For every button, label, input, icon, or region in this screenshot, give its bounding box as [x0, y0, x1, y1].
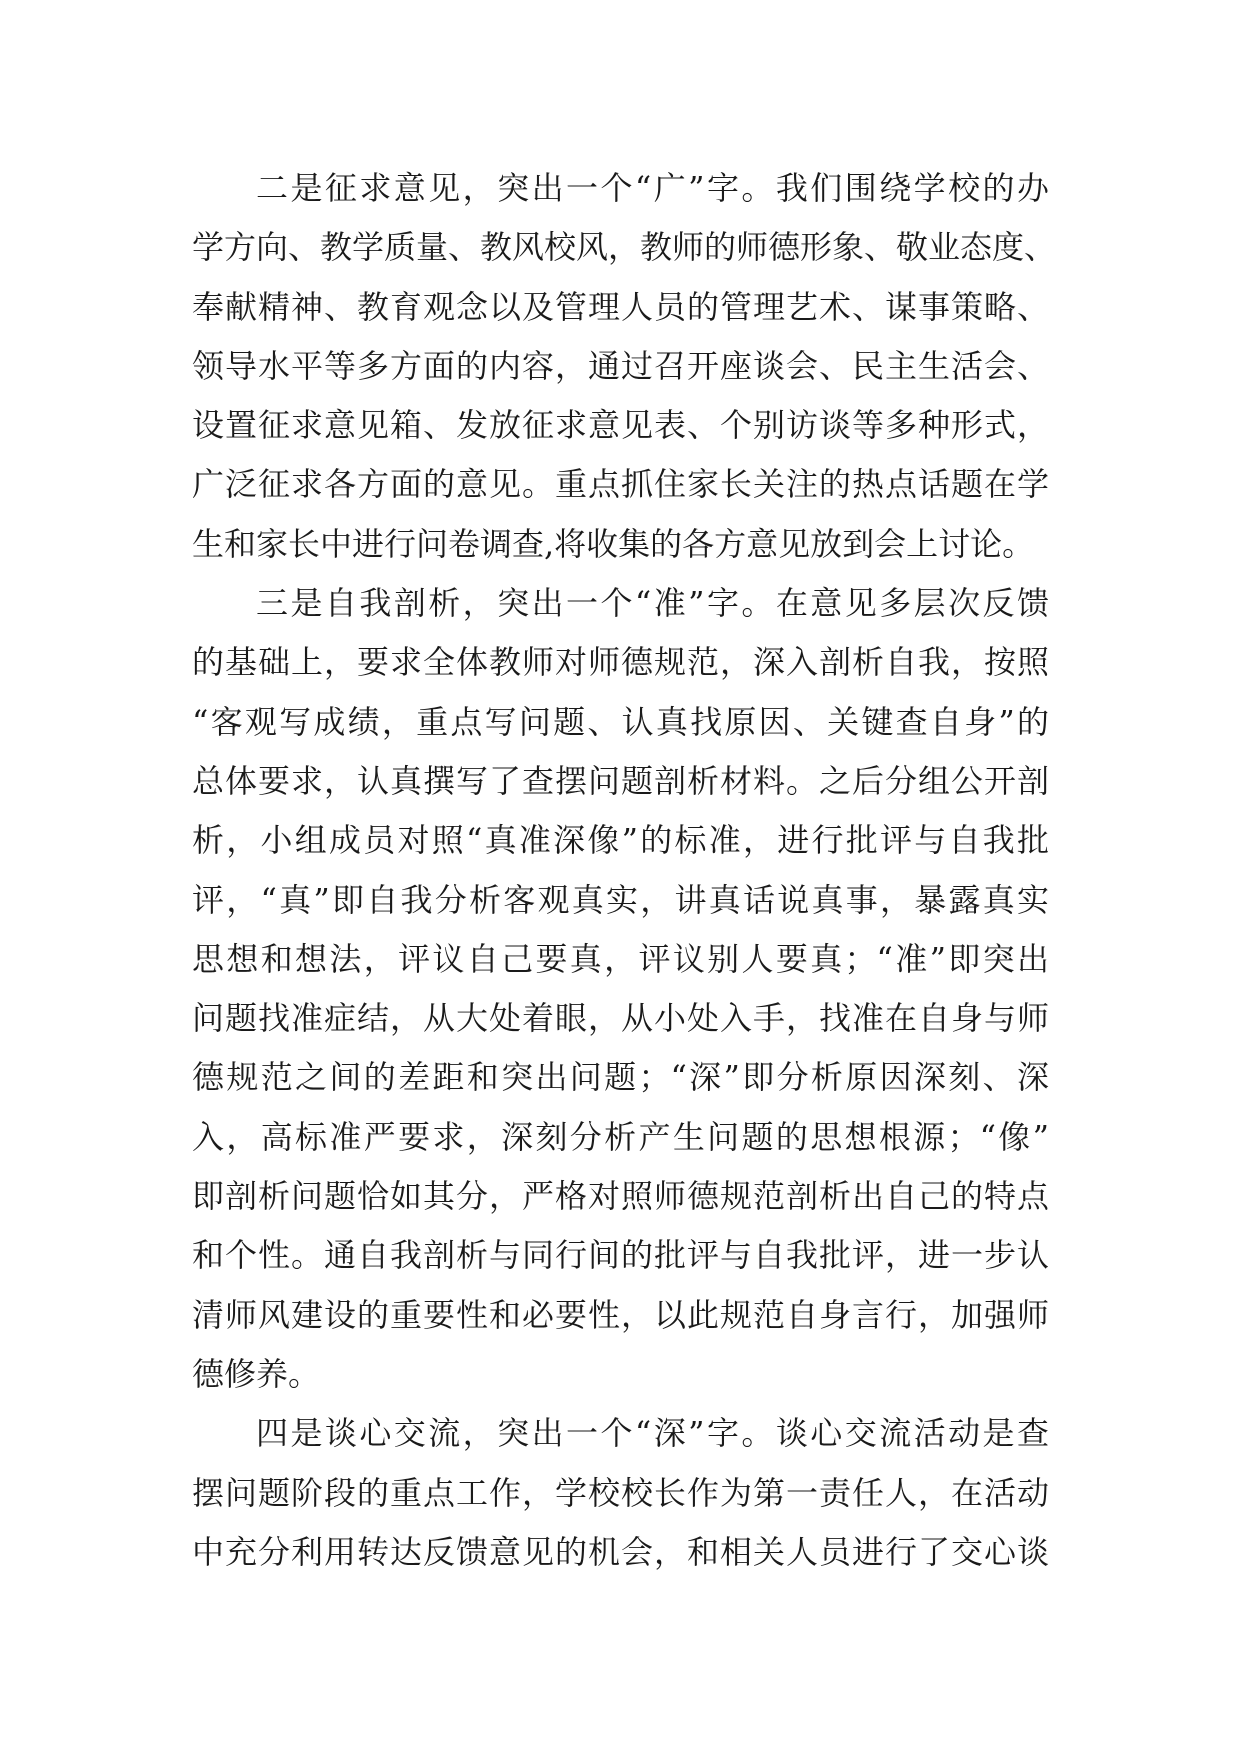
text-line: 中充分利用转达反馈意见的机会，和相关人员进行了交心谈: [192, 1532, 1049, 1571]
text-line: 三是自我剖析，突出一个“准”字。在意见多层次反馈: [256, 584, 1049, 623]
paragraph-self-analysis: [192, 574, 1049, 1404]
text-line: 清师风建设的重要性和必要性，以此规范自身言行，加强师: [192, 1295, 1049, 1334]
text-line: 总体要求，认真撰写了查摆问题剖析材料。之后分组公开剖: [192, 761, 1049, 800]
text-line: 入，高标准严要求，深刻分析产生问题的思想根源；“像”: [192, 1117, 1049, 1156]
body-text: [192, 159, 1057, 1582]
text-line: 摆问题阶段的重点工作，学校校长作为第一责任人，在活动: [192, 1473, 1049, 1512]
text-line: 评，“真”即自我分析客观真实，讲真话说真事，暴露真实: [192, 880, 1049, 919]
text-line: 领导水平等多方面的内容，通过召开座谈会、民主生活会、: [192, 346, 1049, 385]
text-line: 思想和想法，评议自己要真，评议别人要真；“准”即突出: [192, 939, 1049, 978]
text-line: 德修养。: [192, 1354, 321, 1393]
text-line: 和个性。通自我剖析与同行间的批评与自我批评，进一步认: [192, 1236, 1049, 1275]
text-line: 德规范之间的差距和突出问题；“深”即分析原因深刻、深: [192, 1058, 1049, 1097]
text-line: 析，小组成员对照“真准深像”的标准，进行批评与自我批: [192, 821, 1049, 860]
text-line: 即剖析问题恰如其分，严格对照师德规范剖析出自己的特点: [192, 1177, 1049, 1216]
text-line: 生和家长中进行问卷调查,将收集的各方意见放到会上讨论。: [192, 524, 1035, 563]
text-line: 的基础上，要求全体教师对师德规范，深入剖析自我，按照: [192, 643, 1049, 682]
text-line: 奉献精神、教育观念以及管理人员的管理艺术、谋事策略、: [192, 287, 1049, 326]
text-line: 学方向、教学质量、教风校风，教师的师德形象、敬业态度、: [192, 228, 1057, 267]
text-line: 二是征求意见，突出一个“广”字。我们围绕学校的办: [256, 169, 1049, 207]
paragraph-heart-to-heart: [192, 1404, 1049, 1582]
text-line: 设置征求意见箱、发放征求意见表、个别访谈等多种形式，: [192, 406, 1049, 445]
paragraph-solicit-opinions: [192, 159, 1057, 574]
text-line: 四是谈心交流，突出一个“深”字。谈心交流活动是查: [256, 1414, 1049, 1453]
text-line: 问题找准症结，从大处着眼，从小处入手，找准在自身与师: [192, 999, 1049, 1038]
text-line: 广泛征求各方面的意见。重点抓住家长关注的热点话题在学: [192, 465, 1049, 504]
text-line: “客观写成绩，重点写问题、认真找原因、关键查自身”的: [192, 702, 1049, 741]
